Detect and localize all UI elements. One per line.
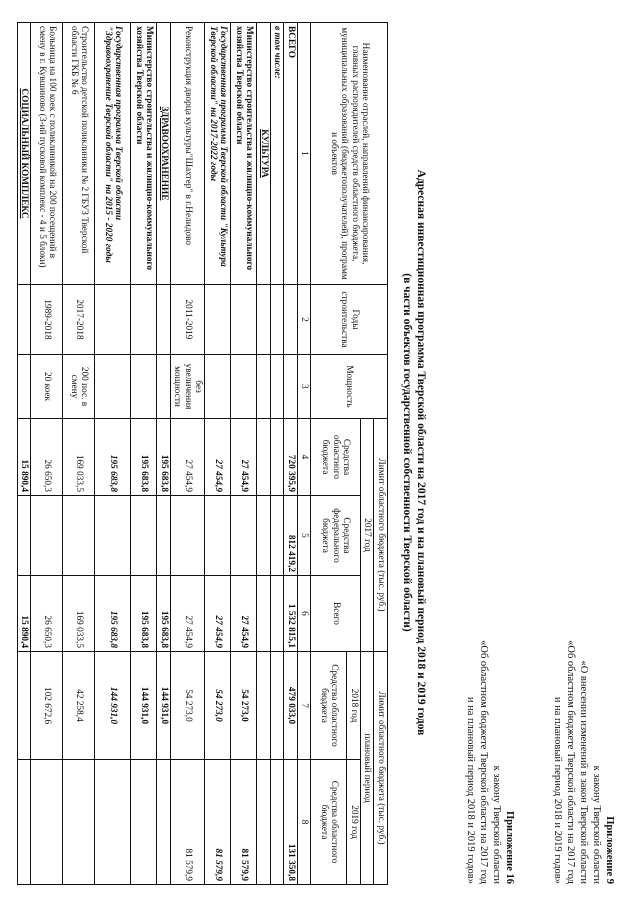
table-row (18, 23, 32, 885)
row-total2017: 195 683,8 (95, 576, 131, 652)
row-years: 2017-2018 (63, 285, 95, 355)
row-years (157, 285, 171, 355)
col-number: 5 (298, 496, 312, 576)
col-number: 4 (298, 419, 312, 496)
investment-table (17, 22, 388, 885)
col-number: 1 (298, 23, 312, 285)
header-plan-period: плановый период (361, 652, 375, 885)
appendix16-line: к закону Тверской области (491, 765, 502, 884)
row-name: ЗДРАВООХРАНЕНИЕ (157, 23, 171, 285)
row-reg2019: 81 579,9 (205, 760, 231, 885)
header-years: Годы строительства (311, 285, 388, 355)
row-total2017 (271, 576, 285, 652)
row-total2017: 195 683,8 (131, 576, 157, 652)
document-title-line1: Адресная инвестиционная программа Тверской области на 2017 год и на плановый период 2018 и 2019 годов (415, 169, 427, 736)
row-reg2019: 81 579,9 (171, 760, 206, 885)
row-years (131, 285, 157, 355)
row-fed2017 (271, 496, 285, 576)
row-total2017 (257, 576, 271, 652)
table-row (231, 23, 257, 885)
appendix16-line: «Об областном бюджете Тверской области на 2017 год (478, 640, 489, 884)
row-reg2019 (157, 760, 171, 885)
row-reg2017: 169 033,5 (63, 419, 95, 496)
table-row (284, 23, 298, 885)
row-reg2018: 54 273,0 (231, 652, 257, 760)
row-name: Министерство строительства и жилищно-коммунального хозяйства Тверской области (131, 23, 157, 285)
row-fed2017 (63, 496, 95, 576)
header-year-2018: 2018 год (347, 652, 361, 760)
row-reg2019 (63, 760, 95, 885)
row-capacity (284, 355, 298, 419)
row-name: Министерство строительства и жилищно-коммунального хозяйства Тверской области (231, 23, 257, 285)
row-fed2017 (257, 496, 271, 576)
row-name: Строительство детской поликлиники № 2 ГБУЗ Тверской области ГКБ № 6 (63, 23, 95, 285)
row-reg2018: 144 931,0 (131, 652, 157, 760)
row-reg2017 (257, 419, 271, 496)
row-reg2018: 102 672,6 (31, 652, 63, 760)
row-name: Больница на 100 коек с поликлиникой на 200 посещений в смену в г. Кувшиново (3-ий пусковой комплекс - 4 и 5 блоки) (31, 23, 63, 285)
row-reg2019 (18, 760, 32, 885)
table-row (257, 23, 271, 885)
appendix16-block (464, 0, 516, 884)
row-capacity: 200 пос. в смену (63, 355, 95, 419)
row-reg2017: 720 395,9 (284, 419, 298, 496)
header-limit-2017: Лимит областного бюджета (тыс. руб.) (374, 419, 388, 652)
col-number: 3 (298, 355, 312, 419)
row-capacity: 20 коек (31, 355, 63, 419)
appendix9-line: «О внесении изменений в закон Тверской области (578, 660, 589, 884)
row-years (205, 285, 231, 355)
table-row (31, 23, 63, 885)
col-number: 6 (298, 576, 312, 652)
row-name: КУЛЬТУРА (257, 23, 271, 285)
table-row (205, 23, 231, 885)
row-years: 2011-2019 (171, 285, 206, 355)
row-name: ВСЕГО (284, 23, 298, 285)
header-federal-funds: Средства федерального бюджета (311, 496, 361, 576)
col-number: 7 (298, 652, 312, 760)
appendix9-block (551, 0, 616, 884)
row-total2017: 169 033,5 (63, 576, 95, 652)
row-total2017: 15 890,4 (18, 576, 32, 652)
appendix16-line: и на плановый период 2018 и 2019 годов» (465, 696, 476, 884)
row-fed2017: 812 419,2 (284, 496, 298, 576)
row-years (95, 285, 131, 355)
row-fed2017 (131, 496, 157, 576)
row-capacity (205, 355, 231, 419)
row-reg2018 (18, 652, 32, 760)
row-years (18, 285, 32, 355)
col-number: 8 (298, 760, 312, 885)
row-total2017: 26 650,3 (31, 576, 63, 652)
appendix16-title: Приложение 16 (504, 811, 515, 884)
header-regional-funds-2018: Средства областного бюджета (311, 652, 347, 760)
row-years: 1989-2018 (31, 285, 63, 355)
row-reg2018: 144 931,0 (95, 652, 131, 760)
header-total: Всего (311, 576, 361, 652)
header-row (374, 23, 388, 885)
row-reg2017: 27 454,9 (231, 419, 257, 496)
row-name: Государственная программа Тверской области "Здравоохранение Тверской области" на 2015 - 2020 годы (95, 23, 131, 285)
row-reg2019 (271, 760, 285, 885)
row-capacity (257, 355, 271, 419)
table-row (271, 23, 285, 885)
row-years (271, 285, 285, 355)
document-title (400, 0, 428, 905)
col-number: 2 (298, 285, 312, 355)
appendix9-line: «Об областном бюджете Тверской области на 2017 год (565, 640, 576, 884)
header-capacity: Мощность (311, 355, 388, 419)
row-fed2017 (157, 496, 171, 576)
table-row (95, 23, 131, 885)
row-reg2018: 54 273,0 (205, 652, 231, 760)
row-reg2017: 195 683,8 (131, 419, 157, 496)
row-total2017: 27 454,9 (171, 576, 206, 652)
header-limit-plan: Лимит областного бюджета (тыс. руб.) (374, 652, 388, 885)
row-capacity (95, 355, 131, 419)
table-row (157, 23, 171, 885)
row-fed2017 (205, 496, 231, 576)
row-name: Реконструкция дворца культуры"Шахтер" в г.Нелидово (171, 23, 206, 285)
row-total2017: 27 454,9 (205, 576, 231, 652)
row-reg2019 (31, 760, 63, 885)
row-reg2019 (257, 760, 271, 885)
row-reg2018 (257, 652, 271, 760)
row-fed2017 (171, 496, 206, 576)
row-fed2017 (18, 496, 32, 576)
row-years (257, 285, 271, 355)
header-year-2019: 2019 год (347, 760, 361, 885)
row-fed2017 (95, 496, 131, 576)
row-reg2017: 27 454,9 (171, 419, 206, 496)
row-total2017: 1 532 815,1 (284, 576, 298, 652)
row-reg2017 (271, 419, 285, 496)
row-reg2019 (131, 760, 157, 885)
row-total2017: 27 454,9 (231, 576, 257, 652)
row-years (231, 285, 257, 355)
row-name: в том числе: (271, 23, 285, 285)
row-capacity (271, 355, 285, 419)
table-row (171, 23, 206, 885)
row-reg2018: 144 931,0 (157, 652, 171, 760)
row-reg2019: 131 350,8 (284, 760, 298, 885)
header-name: Наименование отраслей, направлений финансирования, главных распорядителей средств областного бюджета, муниципальных образований (бюджетополучателей), программ и объектов (311, 23, 388, 285)
row-reg2017: 26 650,3 (31, 419, 63, 496)
row-years (284, 285, 298, 355)
table-row (63, 23, 95, 885)
header-year-2017: 2017 год (361, 419, 375, 652)
row-reg2017: 27 454,9 (205, 419, 231, 496)
document-title-line2: (в части объектов государственной собственности Тверской области) (401, 273, 413, 632)
row-total2017: 195 683,8 (157, 576, 171, 652)
row-reg2017: 15 890,4 (18, 419, 32, 496)
table-row (131, 23, 157, 885)
row-reg2017: 195 683,8 (157, 419, 171, 496)
row-reg2017: 195 683,8 (95, 419, 131, 496)
row-reg2018 (271, 652, 285, 760)
row-name: СОЦИАЛЬНЫЙ КОМПЛЕКС (18, 23, 32, 285)
row-fed2017 (31, 496, 63, 576)
row-reg2018: 54 273,0 (171, 652, 206, 760)
appendix9-line: и на плановый период 2018 и 2019 годов» (552, 696, 563, 884)
row-capacity (131, 355, 157, 419)
row-reg2018: 42 258,4 (63, 652, 95, 760)
row-capacity (157, 355, 171, 419)
row-reg2018: 479 033,0 (284, 652, 298, 760)
row-capacity (18, 355, 32, 419)
appendix9-title: Приложение 9 (604, 816, 615, 884)
row-capacity (231, 355, 257, 419)
row-capacity: без увеличения мощности (171, 355, 206, 419)
row-reg2019: 81 579,9 (231, 760, 257, 885)
column-number-row (298, 23, 312, 885)
header-regional-funds-2019: Средства областного бюджета (311, 760, 347, 885)
row-reg2019 (95, 760, 131, 885)
row-name: Государственная программа Тверской области "Культура Тверской области" на 2017-2022 годы (205, 23, 231, 285)
header-regional-funds: Средства областного бюджета (311, 419, 361, 496)
appendix9-line: к закону Тверской области (591, 765, 602, 884)
row-fed2017 (231, 496, 257, 576)
